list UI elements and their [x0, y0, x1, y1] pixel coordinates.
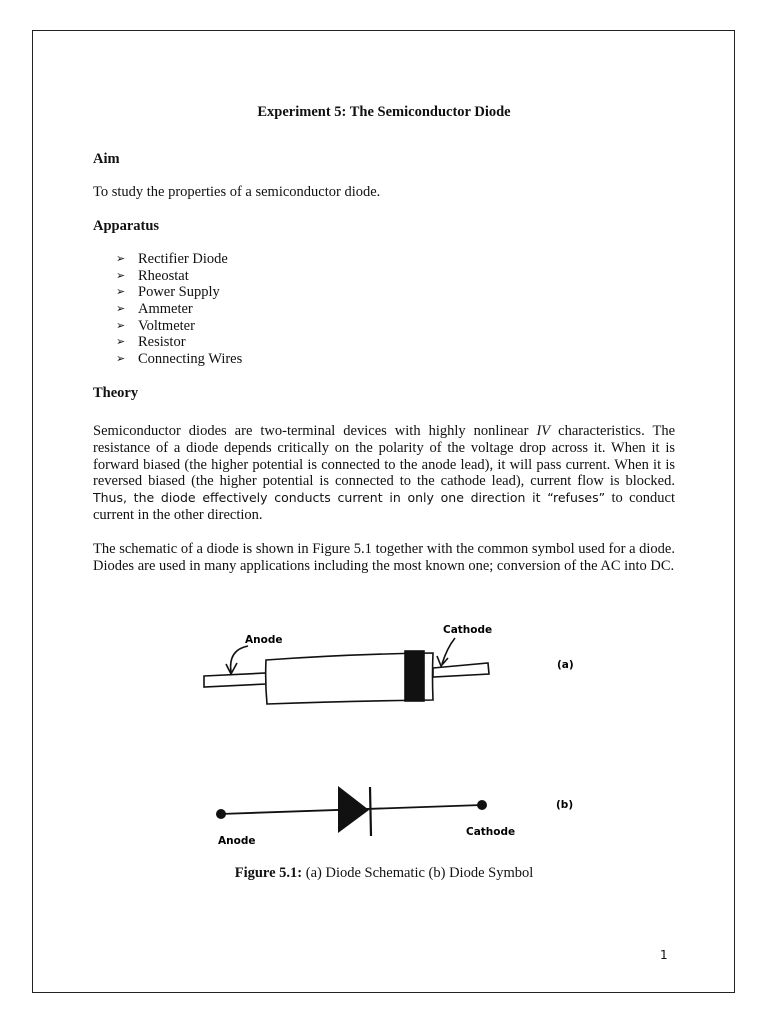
list-item: ➢ Power Supply — [116, 284, 220, 301]
page-number: 1 — [660, 948, 668, 962]
part-b-label: (b) — [556, 799, 574, 811]
list-item: ➢ Resistor — [116, 334, 186, 351]
list-item: ➢ Rectifier Diode — [116, 251, 228, 267]
theory-heading: Theory — [93, 385, 139, 401]
list-item: ➢ Rheostat — [116, 267, 189, 284]
arrow-bullet-icon: ➢ — [116, 353, 126, 366]
diode-schematic — [204, 638, 489, 704]
anode-label-b: Anode — [218, 835, 256, 847]
document-title: Experiment 5: The Semiconductor Diode — [257, 104, 511, 120]
diode-symbol — [216, 786, 487, 836]
theory-paragraph-1: Semiconductor diodes are two-terminal devices with highly nonlinear IV characteristics. The resistance of a diode depends critically on the polarity of the voltage drop across it. When it is forward biased (the higher potential is connected to the anode lead), it will pass current. When it is reversed biased (the higher potential is connected to the cathode lead), current flow is blocked. Thus, the diode effectively conducts current in only one direction it “refuses” to conduct current in the other direction. — [93, 423, 676, 523]
aim-text: To study the properties of a semiconductor diode. — [93, 184, 381, 200]
anode-label-a: Anode — [245, 634, 283, 646]
arrow-bullet-icon: ➢ — [116, 303, 126, 316]
arrow-bullet-icon: ➢ — [116, 319, 126, 332]
figure-caption: Figure 5.1: (a) Diode Schematic (b) Diode Symbol — [234, 865, 534, 881]
aim-heading: Aim — [93, 151, 120, 167]
cathode-label-b: Cathode — [466, 826, 516, 838]
part-a-label: (a) — [557, 659, 574, 671]
arrow-bullet-icon: ➢ — [116, 269, 126, 282]
list-item: ➢ Ammeter — [116, 301, 193, 318]
list-item: ➢ Connecting Wires — [116, 351, 243, 368]
cathode-label-a: Cathode — [443, 624, 493, 636]
arrow-bullet-icon: ➢ — [116, 336, 126, 349]
list-item: ➢ Voltmeter — [116, 317, 195, 334]
theory-paragraph-2: The schematic of a diode is shown in Figure 5.1 together with the common symbol used for a diode. Diodes are used in many applications including the most known one; conversion of the AC into DC. — [93, 541, 675, 574]
arrow-bullet-icon: ➢ — [116, 253, 126, 265]
apparatus-heading: Apparatus — [93, 218, 160, 234]
arrow-bullet-icon: ➢ — [116, 286, 126, 299]
